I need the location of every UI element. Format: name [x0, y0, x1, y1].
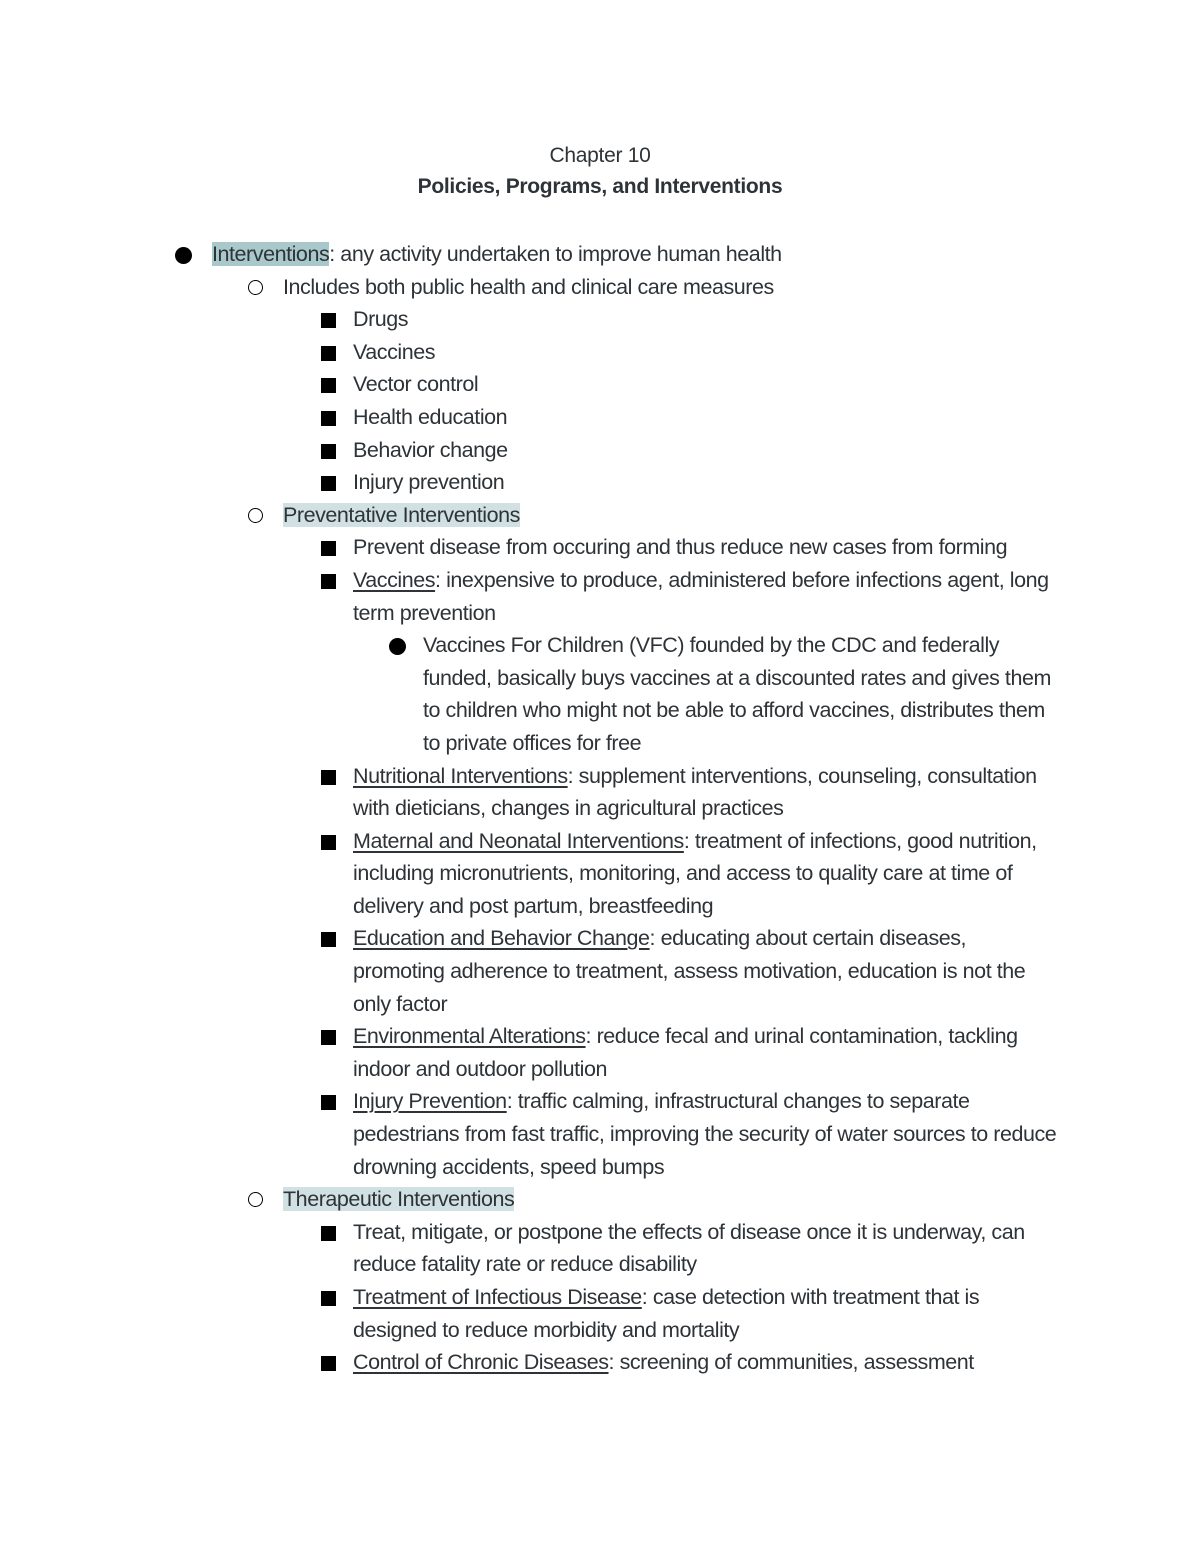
item-text: Vector control: [353, 372, 479, 397]
item-text: Treat, mitigate, or postpone the effects of disease once it is underway, can reduce fatality rate or reduce disability: [353, 1219, 1025, 1277]
item-text: Vaccines For Children (VFC) founded by the CDC and federally funded, basically buys vaccines at a discounted rates and gives them to children who might not be able to afford vaccines, distributes them to private offices for free: [423, 633, 1051, 755]
item-term: Interventions: [212, 242, 330, 266]
square-bullet-icon: [321, 411, 336, 426]
list-item: [353, 1346, 1061, 1379]
item-term: Treatment of Infectious Disease: [353, 1285, 642, 1309]
list-item: [353, 760, 1061, 825]
item-text: Health education: [353, 404, 508, 429]
square-bullet-icon: [321, 378, 336, 393]
item-text: : traffic calming, infrastructural changes to separate pedestrians from fast traffic, improving the security of water sources to reduce drowning accidents, speed bumps: [353, 1089, 1057, 1179]
list-item: [353, 825, 1061, 923]
item-term: Vaccines: [353, 567, 436, 592]
square-bullet-icon: [321, 346, 336, 361]
outline-list: [0, 238, 1200, 1379]
item-term: Nutritional Interventions: [353, 763, 568, 788]
item-text: Behavior change: [353, 437, 508, 462]
list-item: [283, 1183, 1063, 1216]
item-term: Injury Prevention: [353, 1089, 507, 1114]
item-text: Vaccines: [353, 339, 436, 364]
list-item: [353, 401, 1061, 434]
item-text: Drugs: [353, 307, 409, 332]
item-text: Prevent disease from occuring and thus reduce new cases from forming: [353, 535, 1008, 560]
list-item: [353, 564, 1061, 629]
filled-circle-bullet-icon: [175, 247, 192, 264]
square-bullet-icon: [321, 835, 336, 850]
item-term: Maternal and Neonatal Interventions: [353, 828, 684, 853]
square-bullet-icon: [321, 1356, 336, 1371]
item-term: Education and Behavior Change: [353, 926, 650, 951]
item-text: : inexpensive to produce, administered before infections agent, long term prevention: [353, 567, 1049, 625]
square-bullet-icon: [321, 1226, 336, 1241]
square-bullet-icon: [321, 574, 336, 589]
item-term: Control of Chronic Diseases: [353, 1350, 609, 1375]
item-term: Preventative Interventions: [283, 502, 520, 527]
item-text: : screening of communities, assessment: [608, 1350, 974, 1375]
item-term: Therapeutic Interventions: [283, 1187, 515, 1212]
item-term: Environmental Alterations: [353, 1024, 586, 1049]
chapter-number: Chapter 10: [549, 144, 651, 167]
list-item: [353, 922, 1061, 1020]
square-bullet-icon: [321, 1291, 336, 1306]
square-bullet-icon: [321, 770, 336, 785]
item-text: : educating about certain diseases, promoting adherence to treatment, assess motivation, education is not the only factor: [353, 926, 1026, 1016]
square-bullet-icon: [321, 1095, 336, 1110]
list-item: [353, 1281, 1061, 1346]
list-item: [353, 1216, 1061, 1281]
hollow-circle-bullet-icon: [248, 280, 263, 295]
item-text: : any activity undertaken to improve human health: [329, 242, 782, 266]
list-item: [353, 368, 1061, 401]
hollow-circle-bullet-icon: [248, 508, 263, 523]
item-text: : supplement interventions, counseling, consultation with dieticians, changes in agricultural practices: [353, 763, 1037, 821]
item-text: : treatment of infections, good nutrition, including micronutrients, monitoring, and access to quality care at time of delivery and post partum, breastfeeding: [353, 828, 1037, 918]
list-item: [353, 466, 1061, 499]
square-bullet-icon: [321, 1030, 336, 1045]
item-text: Injury prevention: [353, 470, 505, 495]
page-title: Policies, Programs, and Interventions: [417, 175, 783, 198]
list-item: [212, 238, 1062, 271]
list-item: [353, 434, 1061, 467]
list-item: [423, 629, 1061, 759]
list-item: [353, 336, 1061, 369]
square-bullet-icon: [321, 476, 336, 491]
list-item: [353, 1020, 1061, 1085]
filled-circle-bullet-icon: [389, 638, 406, 655]
list-item: [353, 303, 1061, 336]
list-item: [283, 499, 1063, 532]
square-bullet-icon: [321, 932, 336, 947]
item-text: : case detection with treatment that is designed to reduce morbidity and mortality: [353, 1285, 980, 1342]
item-text: Includes both public health and clinical care measures: [283, 274, 774, 299]
list-item: [283, 271, 1063, 304]
list-item: [353, 1085, 1061, 1183]
list-item: [353, 531, 1061, 564]
square-bullet-icon: [321, 313, 336, 328]
hollow-circle-bullet-icon: [248, 1192, 263, 1207]
square-bullet-icon: [321, 444, 336, 459]
square-bullet-icon: [321, 541, 336, 556]
item-text: : reduce fecal and urinal contamination, tackling indoor and outdoor pollution: [353, 1024, 1018, 1081]
